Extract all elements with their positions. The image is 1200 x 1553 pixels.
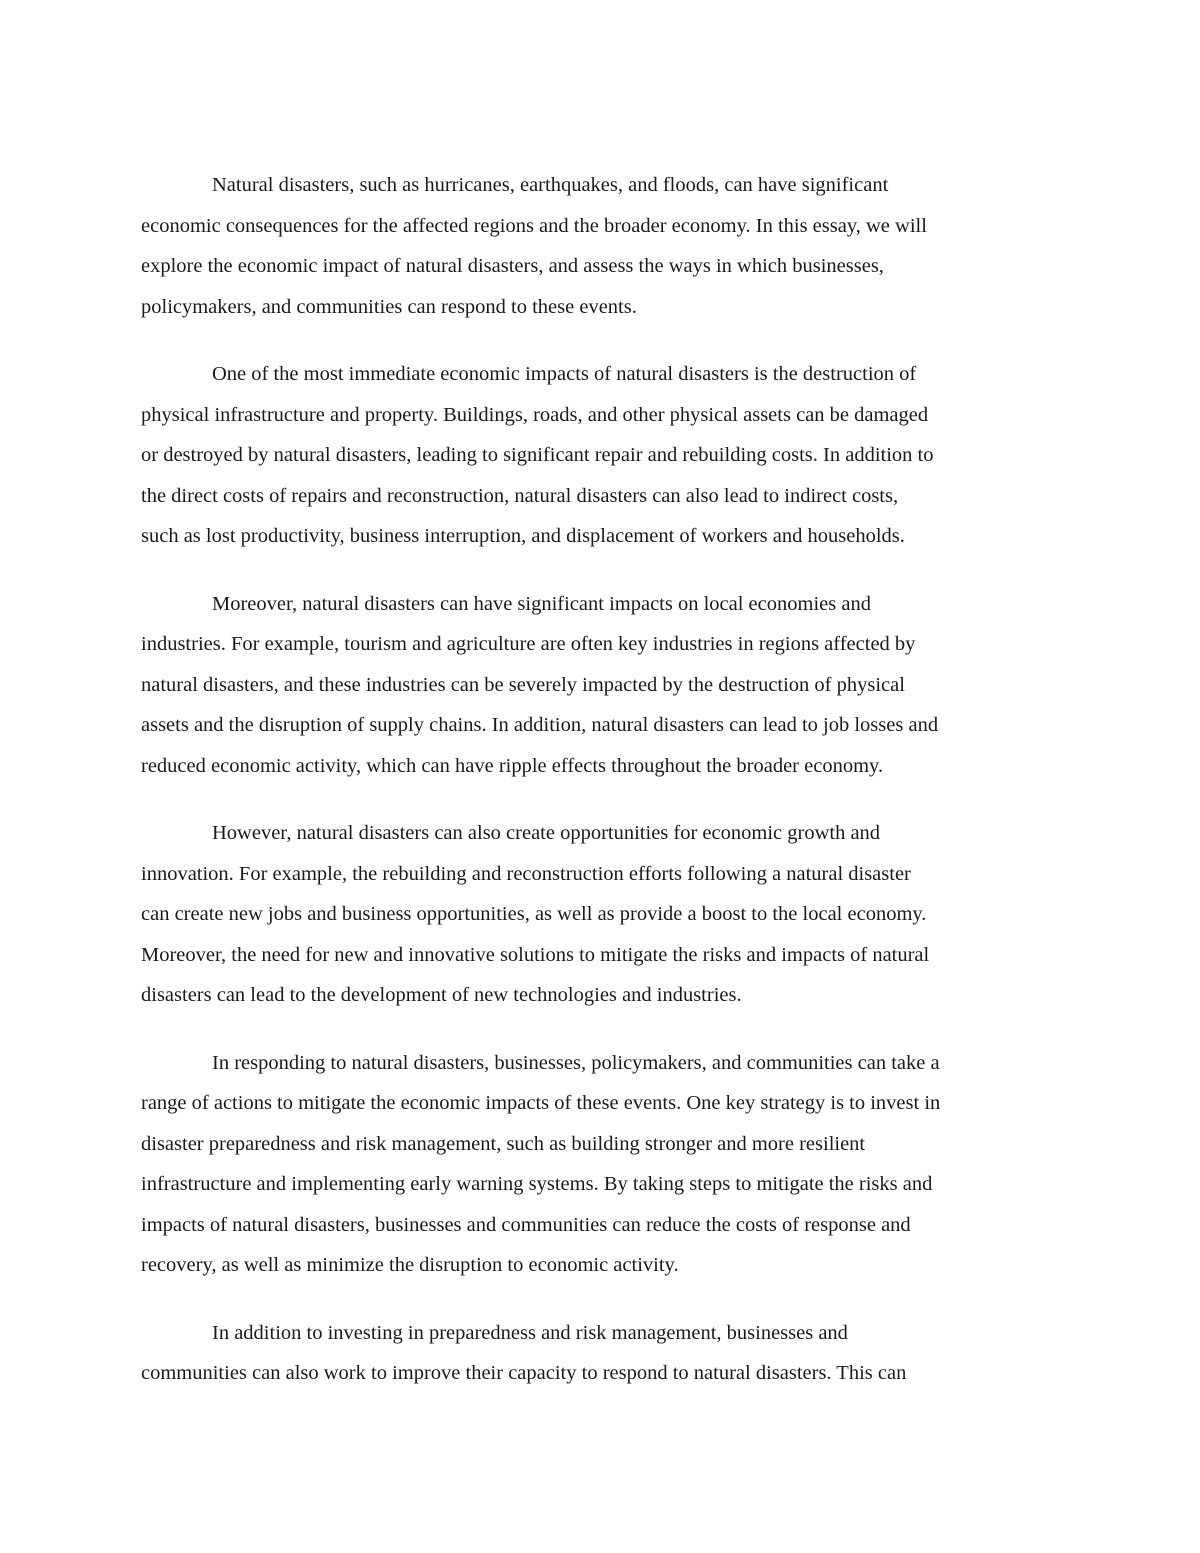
paragraph-line: natural disasters, and these industries can be severely impacted by the destruction of physical <box>141 673 905 696</box>
paragraph-2 <box>141 354 1061 557</box>
paragraph-line: However, natural disasters can also create opportunities for economic growth and <box>212 822 881 844</box>
paragraph-line: Moreover, natural disasters can have significant impacts on local economies and <box>212 592 871 615</box>
paragraph-line: policymakers, and communities can respond to these events. <box>141 295 637 318</box>
paragraph-line: industries. For example, tourism and agriculture are often key industries in regions affected by <box>141 633 916 655</box>
paragraph-line: such as lost productivity, business interruption, and displacement of workers and households. <box>141 525 905 547</box>
paragraph-line: reduced economic activity, which can have ripple effects throughout the broader economy. <box>141 754 884 777</box>
paragraph-line: can create new jobs and business opportunities, as well as provide a boost to the local economy. <box>141 903 927 925</box>
paragraph-line: innovation. For example, the rebuilding and reconstruction efforts following a natural disaster <box>141 862 911 885</box>
paragraph-line: the direct costs of repairs and reconstruction, natural disasters can also lead to indirect costs, <box>141 484 899 507</box>
paragraph-line: communities can also work to improve their capacity to respond to natural disasters. This can <box>141 1362 907 1384</box>
paragraph-line: Natural disasters, such as hurricanes, earthquakes, and floods, can have significant <box>212 174 889 196</box>
paragraph-line: recovery, as well as minimize the disruption to economic activity. <box>141 1254 679 1276</box>
paragraph-5 <box>141 1043 1061 1286</box>
paragraph-1 <box>141 165 1061 327</box>
paragraph-line: Moreover, the need for new and innovative solutions to mitigate the risks and impacts of natural <box>141 943 930 966</box>
paragraph-line: In addition to investing in preparedness and risk management, businesses and <box>212 1321 848 1344</box>
paragraph-line: range of actions to mitigate the economic impacts of these events. One key strategy is to invest in <box>141 1092 941 1114</box>
paragraph-line: infrastructure and implementing early warning systems. By taking steps to mitigate the risks and <box>141 1173 933 1195</box>
paragraph-line: explore the economic impact of natural disasters, and assess the ways in which businesses, <box>141 255 884 277</box>
paragraph-line: disasters can lead to the development of new technologies and industries. <box>141 984 742 1006</box>
paragraph-line: In responding to natural disasters, businesses, policymakers, and communities can take a <box>212 1051 940 1074</box>
paragraph-line: impacts of natural disasters, businesses and communities can reduce the costs of response and <box>141 1213 911 1236</box>
paragraph-4 <box>141 813 1061 1016</box>
paragraph-line: disaster preparedness and risk management, such as building stronger and more resilient <box>141 1132 866 1155</box>
paragraph-line: One of the most immediate economic impacts of natural disasters is the destruction of <box>212 363 917 385</box>
paragraph-6 <box>141 1313 1061 1394</box>
paragraph-line: or destroyed by natural disasters, leading to significant repair and rebuilding costs. In addition to <box>141 444 934 466</box>
paragraph-line: economic consequences for the affected regions and the broader economy. In this essay, we will <box>141 214 927 237</box>
document-body <box>141 165 1061 1421</box>
paragraph-line: assets and the disruption of supply chains. In addition, natural disasters can lead to job losses and <box>141 714 939 736</box>
paragraph-line: physical infrastructure and property. Buildings, roads, and other physical assets can be damaged <box>141 403 929 426</box>
paragraph-3 <box>141 584 1061 787</box>
